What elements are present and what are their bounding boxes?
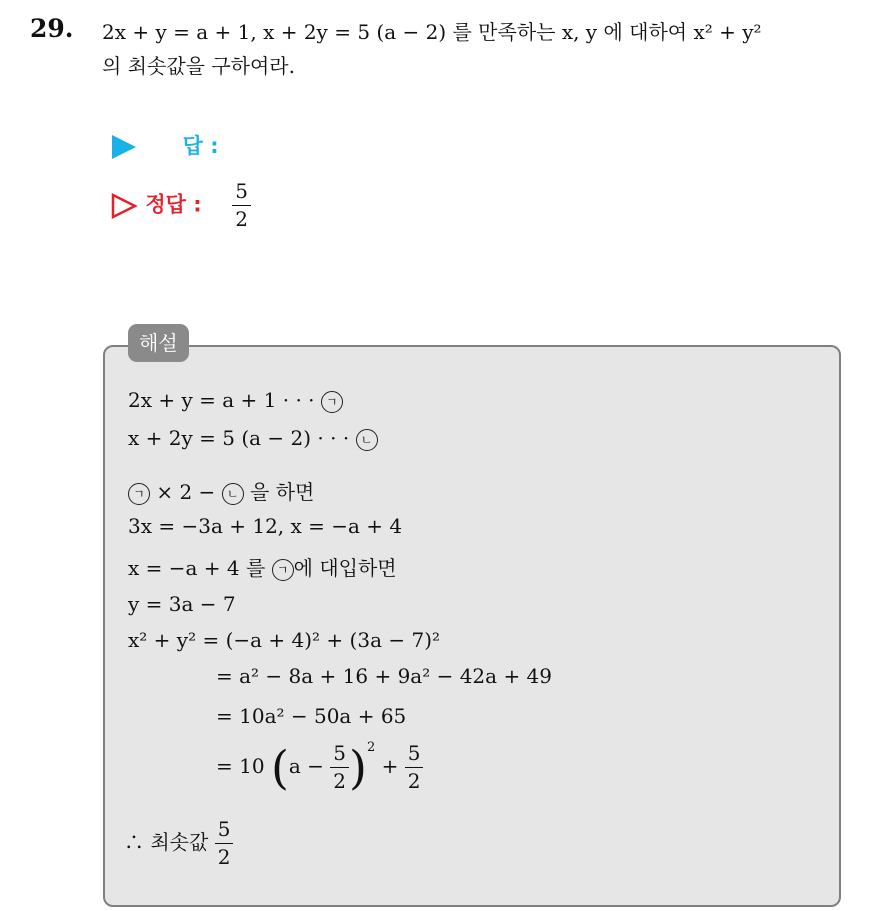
- circled-giyeok-mark: ㄱ: [128, 483, 150, 505]
- solution-line-2: x + 2y = 5 (a − 2) · · · ㄴ: [128, 426, 378, 451]
- correct-answer-label: 정답 :: [145, 192, 202, 217]
- solution-line-10: = 10 (a − $\frac{5}{2}$ )$^2$ + $\frac{5}{2}$: [216, 740, 423, 793]
- solution-line-7: x² + y² = (−a + 4)² + (3a − 7)²: [128, 628, 441, 652]
- solution-line-6: y = 3a − 7: [128, 592, 236, 616]
- solution-line-4: 3x = −3a + 12, x = −a + 4: [128, 514, 403, 538]
- solution-line-8: = a² − 8a + 16 + 9a² − 42a + 49: [216, 664, 553, 688]
- answer-row: [110, 130, 219, 160]
- circled-nieun-mark: ㄴ: [222, 483, 244, 505]
- solution-tab: 해설: [128, 324, 189, 362]
- circled-nieun-mark: ㄴ: [356, 429, 378, 451]
- circled-giyeok-mark: ㄱ: [321, 391, 343, 413]
- answer-label: 답 :: [182, 134, 219, 158]
- question-text-line1: 2x + y = a + 1, x + 2y = 5 (a − 2) 를 만족하는 x, y 에 대하여 x² + y²: [102, 20, 762, 44]
- conclusion-fraction: $\frac{5}{2}$: [215, 818, 234, 869]
- outline-triangle-icon: [110, 193, 138, 219]
- solution-line-5: x = −a + 4 를 ㄱ 에 대입하면: [128, 556, 397, 580]
- fraction: $\frac{5}{2}$: [330, 742, 349, 793]
- filled-triangle-icon: [110, 134, 138, 160]
- solution-conclusion: ∴ 최솟값 $\frac{5}{2}$: [124, 818, 233, 869]
- solution-line-1: 2x + y = a + 1 · · · ㄱ: [128, 388, 343, 413]
- correct-answer-fraction: $\frac{5}{2}$: [232, 180, 251, 231]
- circled-giyeok-mark: ㄱ: [272, 559, 294, 581]
- question-number: 29.: [30, 14, 74, 43]
- correct-answer-row: [110, 180, 251, 231]
- fraction: $\frac{5}{2}$: [405, 742, 424, 793]
- solution-line-3: ㄱ × 2 − ㄴ 을 하면: [128, 476, 314, 505]
- question-text-line2: 의 최솟값을 구하여라.: [102, 54, 295, 78]
- solution-line-9: = 10a² − 50a + 65: [216, 704, 407, 728]
